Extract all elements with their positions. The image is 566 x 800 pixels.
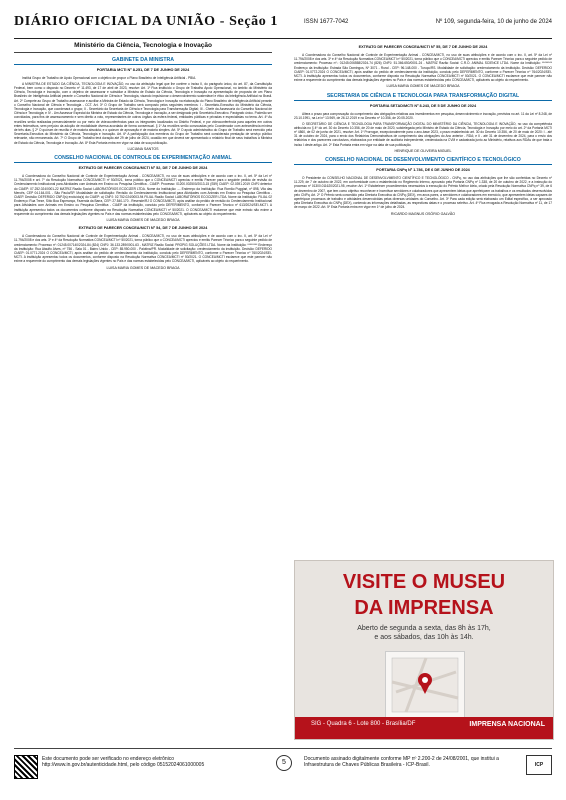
act-title: PORTARIA MCTI Nº 8.251, DE 7 DE JUNHO DE 2024 xyxy=(96,68,190,72)
ad-footer-bar xyxy=(295,717,553,739)
masthead: DIÁRIO OFICIAL DA UNIÃO - Seção 1 xyxy=(14,14,279,29)
signature-info: Documento assinado digitalmente conforme MP nº 2.200-2 de 24/08/2001, que institui a Infraestrutura de Chaves Públicas Brasileira - ICP-Brasil. xyxy=(304,756,499,768)
signature: LUISA MARIA GOMES DE MACEDO BRAGA xyxy=(106,217,180,222)
act-body: A Coordenadora do Conselho Nacional de Controle de Experimentação Animal - CONCEA/MCTI, no uso de suas atribuições e de acordo com o inc. II, art. 5º da Lei nº 11.794/2008 e dos arts. 3º e 4º da Resolução Normativa CONCEA/MCTI nº 50/2021, torna público que o CONCEA/MCTI apreciou e emitiu Parecer Técnico para o seguinte pedido de credenciamento: Processo nº: 01245.007140/2024-84 (824) CNPJ: 36.133.289/0001-63 - MATRIZ Razão Social: PROPIG SOLUÇÕES LTDA. Nome da Instituição: ******** Endereço da Instituição: Rua Ataulfo Alves, nº 756 - Sala 01 - Bairro Unido - CEP: 85.950-000 - Palotina/PR. Modalidade de solicitação: credenciamento da instituição. Decisão: DEFERIDO CIAEP: 01.0771.2024 O CONCEA/MCTI, após análise do pedido de credenciamento da instituição, concluiu pelo DEFERIMENTO, conforme o Parecer Técnico nº 760/2024/SEI-MCTI. A instituição apresentou todos os documentos, conforme disposto na Resolução Normativa CONCEA/MCTI nº 50/2021. O CONCEA/MCTI esclarece que este parecer não exime a requerente do cumprimento das demais legislações vigentes no País e das normas estabelecidas pelo CONCEA/MCTI, aplicáveis ao objeto do requerimento. xyxy=(14,234,272,264)
organ-setad: SECRETARIA DE CIÊNCIA E TECNOLOGIA PARA TRANSFORMAÇÃO DIGITAL xyxy=(294,93,552,101)
act-title: PORTARIA CNPq Nº 1.786, DE 6 DE JUNHO DE 2024 xyxy=(376,167,470,172)
ad-hours-line1: Aberto de segunda a sexta, das 8h às 17h, xyxy=(357,625,491,632)
act-body: A Coordenadora do Conselho Nacional de Controle de Experimentação Animal - CONCEA/MCTI, no uso de suas atribuições e de acordo com o inc. II, art. 5º da Lei nº 11.794/2008 e dos arts. 3º e 4º da Resolução Normativa CONCEA/MCTI nº 50/2021, torna público que o CONCEA/MCTI apreciou e emitiu Parecer Técnico para o seguinte pedido de credenciamento: Processo nº.: 01245.006558/2024-74 (826) CNPJ: 51.366.650/0001-24 - MATRIZ Razão Social: C.R.O. ANIMAL SCIENCE LTDA. Nome da Instituição: ******** Endereço da Instituição: Estrada São Domingos, Nº 3071 - Rural - CEP: 96.148-000 - Turuçu/RS. Modalidade de solicitação: credenciamento da instituição. Decisão: DEFERIDO CIAEP: 01.0772.2024 O CONCEA/MCTI, após análise do pedido de credenciamento da instituição, concluiu pelo DEFERIMENTO, conforme o Parecer Técnico nº 764/2024/SEI-MCTI. A instituição apresentou todos os documentos, conforme disposto na Resolução Normativa CONCEA/MCTI nº 50/2021. O CONCEA/MCTI esclarece que este parecer não exime a requerente do cumprimento das demais legislações vigentes no País e das normas estabelecidas pelo CONCEA/MCTI, aplicáveis ao objeto do requerimento. xyxy=(294,53,552,83)
imprensa-nacional-logo: IMPRENSA NACIONAL xyxy=(469,721,545,728)
ad-title-line2: DA IMPRENSA xyxy=(354,597,494,619)
map-illustration xyxy=(385,651,465,719)
signature: LUISA MARIA GOMES DE MACEDO BRAGA xyxy=(106,265,180,270)
publication-info: Nº 109, segunda-feira, 10 de junho de 2024 xyxy=(435,19,552,25)
organ-cnpq: CONSELHO NACIONAL DE DESENVOLVIMENTO CIENTÍFICO E TECNOLÓGICO xyxy=(294,157,552,165)
left-column xyxy=(14,42,272,738)
ad-hours-line2: e aos sábados, das 10h às 14h. xyxy=(374,634,474,641)
ad-title-line1: VISITE O MUSEU xyxy=(342,571,506,593)
ad-hours xyxy=(295,624,553,642)
qr-code-icon xyxy=(14,755,38,779)
act-title: EXTRATO DE PARECER CONCEA/MCTI Nº 55, DE 7 DE JUNHO DE 2024 xyxy=(358,45,488,49)
museum-advertisement xyxy=(294,560,554,740)
map-icon xyxy=(386,652,464,718)
icp-brasil-seal-icon: ICP xyxy=(526,755,552,775)
act-body: A MINISTRA DE ESTADO DA CIÊNCIA, TECNOLOGIA E INOVAÇÃO, no uso da atribuição legal que lhe confere o inciso II, do parágrafo único, do art. 87, da Constituição Federal, bem como o disposto no Decreto nº 11.493, de 17 de abril de 2023, resolve: Art. 1º Fica instituído o Grupo de Trabalho Apoio Operacional, no âmbito do Ministério da Ciência, Tecnologia e Inovação, com o objetivo de assessorar e subsidiar a Ministra de Estado da Ciência, Tecnologia e Inovação na apresentação de proposta de um Plano Brasileiro de Inteligência Artificial perante o Conselho Nacional de Ciência e Tecnologia, visando impulsionar o desenvolvimento sustentável e ético da Inteligência Artificial no Brasil. Art. 2º Compete ao Grupo de Trabalho assessorar e auxiliar a Ministra de Estado da Ciência, Tecnologia e Inovação na elaboração do Plano Brasileiro de Inteligência Artificial perante o Conselho Nacional de Ciência e Tecnologia - CCT. Art. 3º O Grupo de Trabalho será composto pelos seguintes membros: I - Secretário-Executivo do Ministério da Ciência, Tecnologia e Inovação, que coordenará o grupo; II - Secretário da Secretaria de Ciência e Tecnologia para Transformação Digital; III - Chefe da Assessoria do Conselho Nacional de Ciência e Tecnologia; e IV - Um Assessor Especial da Ministra de Estado da Ciência, Tecnologia e Inovação, a ser designado pelo Secretário-Executivo. Parágrafo único. Poderão ser convidados, para fins de assessoramento e sem direito a voto, representantes de outros órgãos da esfera federal, entidades públicas e privadas e especialistas no tema. Art. 4º As reuniões serão realizadas presencialmente ou por meio de videoconferências para os integrantes localizados no Distrito Federal, e por videoconferência para aqueles em outros entes federativos, sem prejuízo da adoção de modalidade diversa acordada de forma consensual. § 1º As reuniões serão convocadas pelo Coordenador com antecedência mínima de três dias. § 2º O quórum de reunião é de maioria absoluta, e o quórum de aprovação é de maioria simples. Art. 5º O apoio administrativo do Grupo de Trabalho será exercido pela Secretaria-Executiva do Ministério da Ciência, Tecnologia e Inovação. Art. 6º A participação dos membros do Grupo de Trabalho será considerada prestação de serviço público relevante, não remunerada. Art. 7º O Grupo de Trabalho terá duração até 29 de julho de 2024, ocasião em que deverá ser apresentado o relatório final de seus trabalhos à Ministra de Estado da Ciência, Tecnologia e Inovação. Art. 8º Esta Portaria entra em vigor na data de sua publicação. xyxy=(14,81,272,145)
issn: ISSN 1677-7042 xyxy=(304,19,349,25)
act-body: O SECRETÁRIO DE CIÊNCIA E TECNOLOGIA PARA TRANSFORMAÇÃO DIGITAL DO MINISTÉRIO DA CIÊNCIA, TECNOLOGIA E INOVAÇÃO, no uso da competência atribuída no § 4º do art. 30 do Decreto 10.356, de 20 de maio de 2020, subdelegada pelo Ministro de Estado da Ciência, Tecnologia e Inovação por meio do art. 2º da Portaria MCTI nº 4860, de 02 de junho de 2021, resolve: Art. 1º Prorrogar, excepcionalmente para o ano-base 2023, o prazo estabelecido art. 30 do Decreto 10.356, de 20 de maio de 2020: I - até 31 de outubro de 2024, para o envio dos Relatórios Demonstrativos de cumprimento das obrigações do Ano anterior - RDA; e II - até 31 de dezembro de 2024, para o envio dos relatórios e dos pareceres conclusivos, elaborados por entidade de auditoria independente, credenciada na CVM e cadastrada junto ao Ministério, relativos aos RDAs de que trata o inciso I deste artigo. Art. 2º Esta Portaria entra em vigor na data de sua publicação. xyxy=(294,121,552,147)
act-body: O Presidente do CONSELHO NACIONAL DE DESENVOLVIMENTO CIENTÍFICO E TECNOLÓGICO - CNPq, no uso das atribuições que lhe são conferidas no Decreto nº 11.229, de 7 de outubro de 2022, em conformidade com o estabelecido no Regimento Interno, aprovado pela Portaria CNPq nº 1.338, de 20 de outubro de 2022, e a instrução do processo nº 01300.011620/2021-95, resolve: Art. 1º Estabelecer procedimentos necessários à execução do Prêmio Melhor Ideia, criado pela Resolução Normativa CNPq nº 39, de 6 de dezembro de 2007, que tem como objetivo reconhecer e incentivar servidores e colaboradores que apresentem ideias que aperfeiçoem os trabalhos e os resultados desenvolvidos pelo CNPq. Art. 2º O Prêmio será concedido pela Diretoria Executiva do CNPq (DEX), em anos pares, a servidores e colaboradores em exercício, que apresentem ideias capazes de aperfeiçoar processos de trabalho e atividades desenvolvidas pelas diversas unidades do Conselho. Art. 3º Para cada edição será elaborado um Edital específico, a ser aprovado pela Diretoria Executiva do CNPq (DEX), contendo as informações detalhadas, as respectivas datas e o processo seletivo. Art. 4º Fica revogada a Resolução Normativa nº 11, de 17 de março de 2022. Art. 5º Esta Portaria entra em vigor em 1º de julho de 2024. xyxy=(294,175,552,210)
act-title: EXTRATO DE PARECER CONCEA/MCTI Nº 54, DE 7 DE JUNHO DE 2024 xyxy=(78,226,208,231)
signature: RICARDO MAGNUS OSÓRIO GALVÃO xyxy=(390,211,456,216)
verification-text: Este documento pode ser verificado no endereço eletrônico http://www.in.gov.br/autenticidade.html, pelo código 05152024061000005 xyxy=(42,756,205,768)
organ-concea: CONSELHO NACIONAL DE CONTROLE DE EXPERIMENTAÇÃO ANIMAL xyxy=(14,155,272,163)
act-ementa: Institui Grupo de Trabalho de Apoio Operacional com o objetivo de propor o Plano Brasileiro de Inteligência Artificial - PBIA. xyxy=(22,76,197,80)
page-number: 5 xyxy=(276,755,292,771)
organ-gabinete: GABINETE DA MINISTRA xyxy=(14,57,272,65)
ministry-title: Ministério da Ciência, Tecnologia e Inovação xyxy=(14,42,272,53)
act-title: PORTARIA SETAD/MCTI Nº 8.243, DE 5 DE JUNHO DE 2024 xyxy=(369,103,477,108)
page-header xyxy=(14,14,552,39)
signature: LUISA MARIA GOMES DE MACEDO BRAGA xyxy=(386,84,460,89)
ad-address: SIG - Quadra 6 - Lote 800 - Brasília/DF xyxy=(311,721,416,727)
signature: HENRIQUE DE OLIVEIRA MIGUEL xyxy=(394,148,452,153)
page-footer xyxy=(14,748,552,789)
signature: LUCIANA SANTOS xyxy=(127,146,159,151)
act-title: EXTRATO DE PARECER CONCEA/MCTI Nº 52, DE 7 DE JUNHO DE 2024 xyxy=(78,165,208,170)
act-ementa: Altera o prazo para comprovação do cumprimento das obrigações relativas aos investimentos em pesquisa, desenvolvimento e inovação, previstos no art. 11 da Lei nº 8.248, de 23.10.1991, na Lei nº 13.969, de 26.12.2019 e no Decreto nº 10.356, de 20.05.2020. xyxy=(294,111,552,120)
act-body: A Coordenadora do Conselho Nacional de Controle de Experimentação Animal - CONCEA/MCTI, no uso de suas atribuições e de acordo com o inc. II, art. 5º da Lei nº 11.794/2008 e art. 7º da Resolução Normativa CONCEA/MCTI nº 50/2021, torna público que o CONCEA/MCTI apreciou e emitiu Parecer para o seguinte pedido de revisão do Credenciamento Institucional para Atividades com Animais em Ensino ou Pesquisa Científica - CIAEP: Processo: 01200.002500/2013-15 (S59) CIAEP: 02.0391.2019 CNPJ detentor do CIAEP: 07.252.024/0001-22 MATRIZ Razão Social: LABORATÓRIOS ECOCIZER LTDA. Nome da Instituição: --- Endereço da Instituição: Rua Romão Puggiari, nº 898, Vila das Mercês, CEP 04.164-001 - São Paulo/SP. Modalidade de solicitação: Revisão do Credenciamento Institucional para Atividades com Animais em Ensino ou Pesquisa Científica - CIAEP. Decisão: DEFERIDO CNPJ(s) excluído(s) do CIAEP: a) CNPJ: 02.752.024/0003-94 FILIAL Razão Social: LABORATÓRIOS ECOCIZER LTDA. Nome da Instituição: FILIAL 02 Endereço: Rua Treze, Sítio Boa Esperança, Fazenda da Barra, CEP: 27.540-170 - Resende/RJ O CONCEA/MCTI, após análise do pedido de revisão do Credenciamento Institucional para Atividades com Animais em Ensino ou Pesquisa Científica - CIAEP da instituição, concluiu pelo DEFERIMENTO, conforme o Parecer Técnico nº 613/2024/SEI-MCTI. A instituição apresentou todos os documentos conforme disposto na Resolução Normativa CONCEA/MCTI nº 50/2021. O CONCEA/MCTI esclarece que este extrato não exime a requerente do cumprimento das demais legislações vigentes no País e das normas estabelecidas pelo CONCEA/MCTI, aplicáveis ao objeto do requerimento. xyxy=(14,173,272,216)
